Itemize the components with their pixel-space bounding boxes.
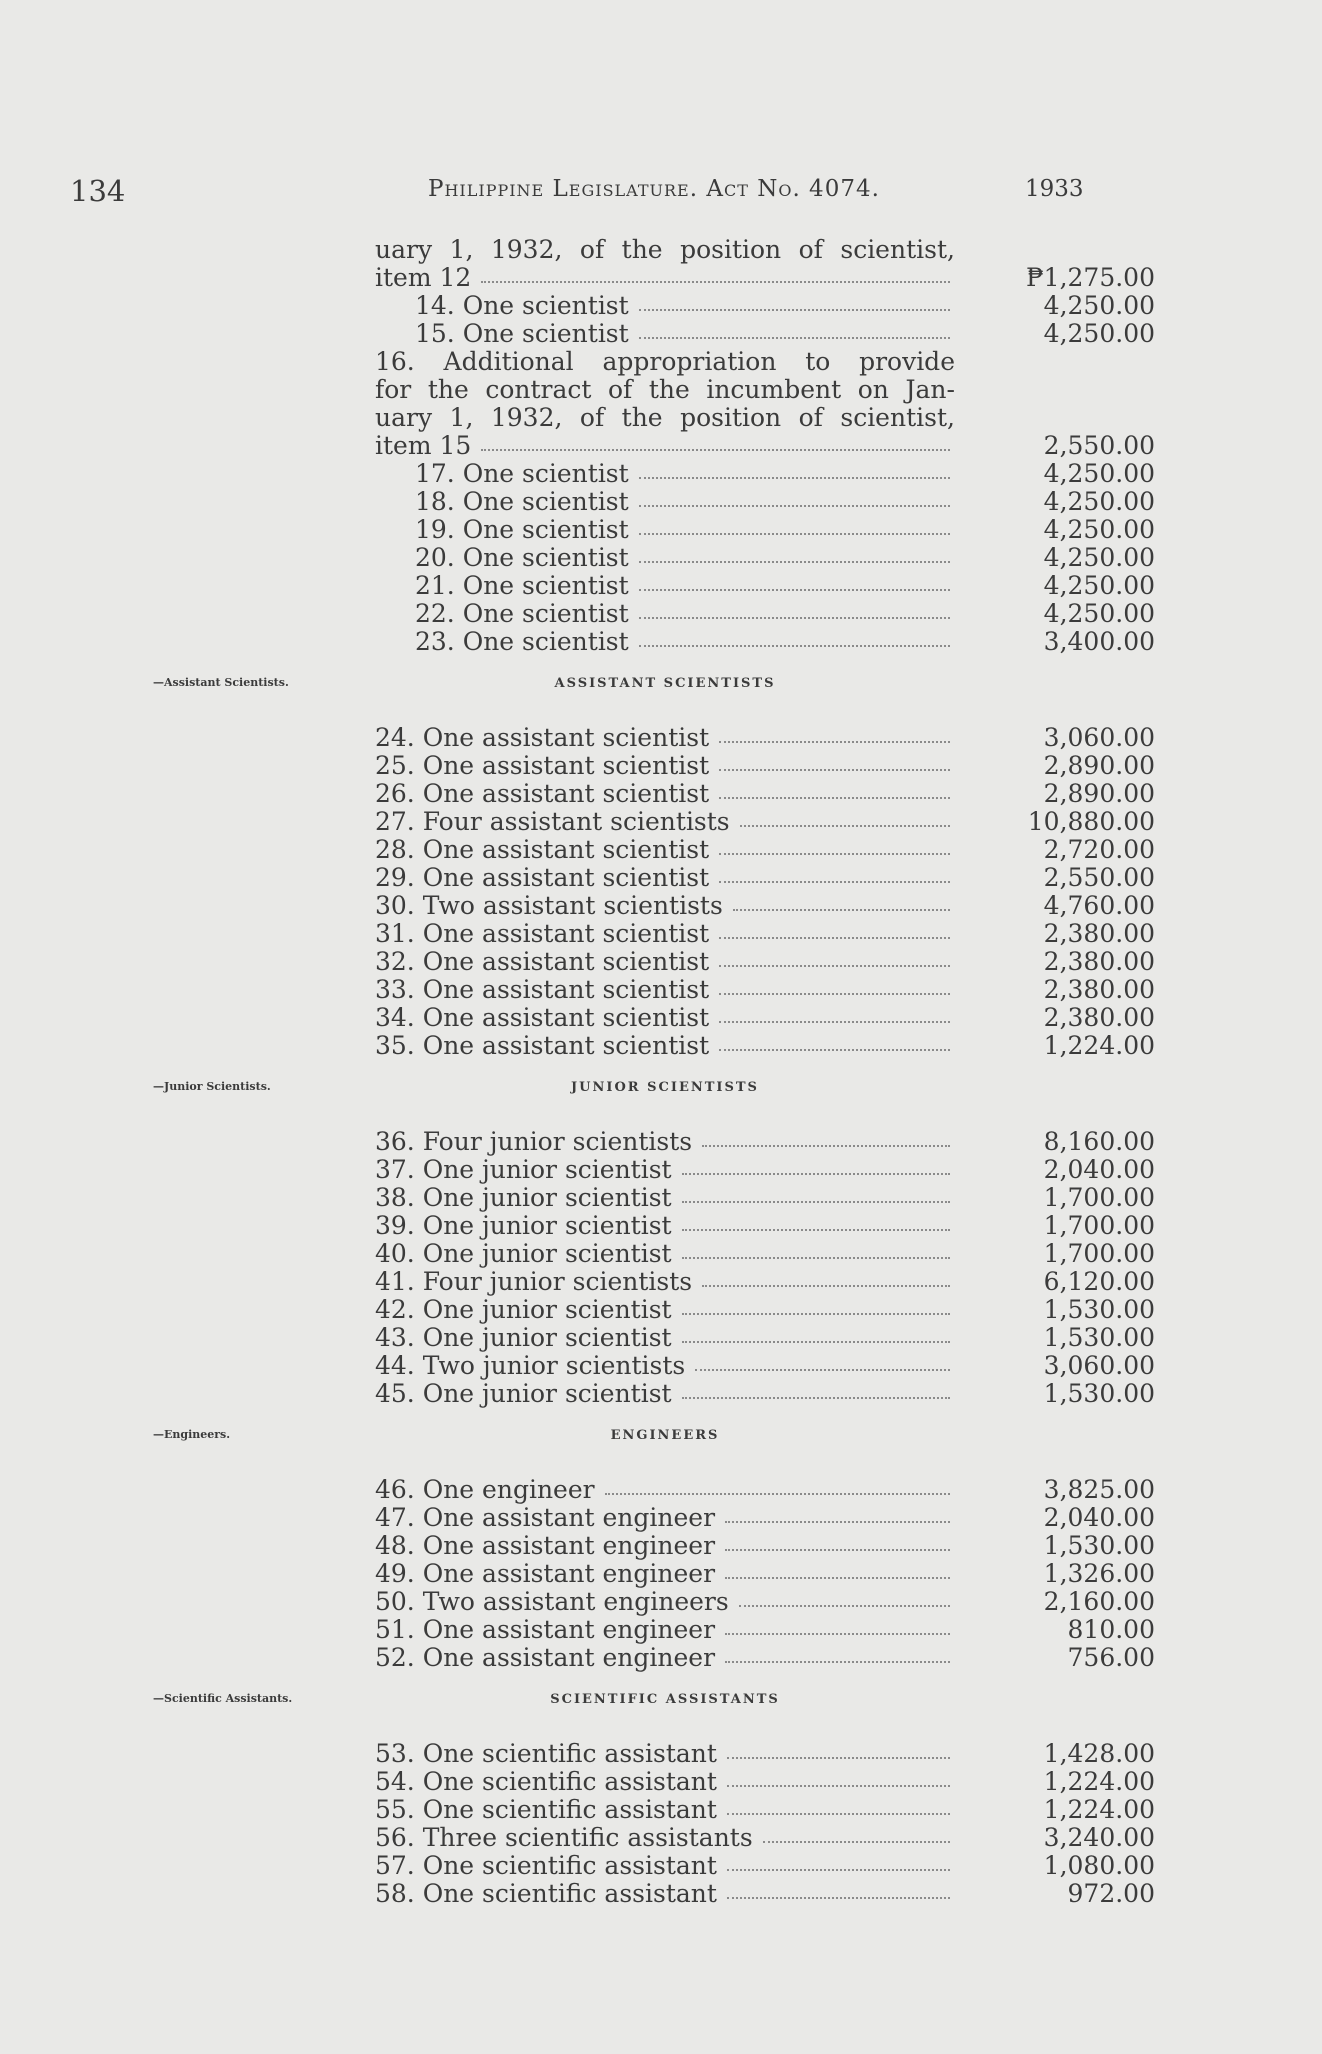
line-item-text: 41. Four junior scientists — [375, 1267, 693, 1296]
line-item-text: item 12 — [375, 263, 472, 292]
dot-leader — [719, 1049, 950, 1051]
dot-leader — [481, 281, 950, 283]
line-item-amount: 1,530.00 — [1043, 1531, 1155, 1560]
section-heading: SCIENTIFIC ASSISTANTS — [550, 1692, 780, 1707]
running-title: Philippine Legislature. Act No. 4074. — [428, 176, 880, 202]
dot-leader — [719, 853, 950, 855]
line-item — [375, 348, 1155, 376]
section-heading-row — [153, 1408, 1155, 1476]
line-item — [375, 1212, 1155, 1240]
dot-leader — [719, 881, 950, 883]
line-item-text: 44. Two junior scientists — [375, 1351, 686, 1380]
line-item-amount: 1,700.00 — [1043, 1183, 1155, 1212]
line-item-amount: 2,040.00 — [1043, 1503, 1155, 1532]
line-item-amount: 4,250.00 — [1043, 599, 1155, 628]
line-item-amount: 1,530.00 — [1043, 1379, 1155, 1408]
page-header — [70, 174, 1160, 214]
line-item-amount: 2,040.00 — [1043, 1155, 1155, 1184]
dot-leader — [725, 1577, 950, 1579]
line-item — [375, 460, 1155, 488]
line-item-amount: 10,880.00 — [1027, 807, 1155, 836]
line-item — [375, 1184, 1155, 1212]
word: 16. — [375, 347, 415, 376]
dot-leader — [682, 1397, 950, 1399]
line-item-text: 34. One assistant scientist — [375, 1003, 710, 1032]
word: contract — [485, 375, 592, 404]
word: provide — [859, 347, 955, 376]
dot-leader — [719, 965, 950, 967]
word: the — [621, 235, 663, 264]
word: for — [375, 375, 412, 404]
word: 1932, — [490, 403, 563, 432]
word: of — [579, 235, 605, 264]
word: uary — [375, 403, 433, 432]
line-item-amount: 4,250.00 — [1043, 487, 1155, 516]
line-item — [375, 1824, 1155, 1852]
section-heading: JUNIOR SCIENTISTS — [571, 1080, 759, 1095]
line-item — [375, 1796, 1155, 1824]
line-item — [375, 1156, 1155, 1184]
line-item — [375, 1476, 1155, 1504]
line-item — [375, 892, 1155, 920]
line-item — [375, 1880, 1155, 1908]
line-item-text: 27. Four assistant scientists — [375, 807, 730, 836]
line-item-amount: 810.00 — [1067, 1615, 1155, 1644]
line-item-amount: 3,400.00 — [1043, 627, 1155, 656]
line-item-text: 31. One assistant scientist — [375, 919, 710, 948]
line-item — [375, 1004, 1155, 1032]
dot-leader — [763, 1841, 950, 1843]
margin-sidenote: —Scientific Assistants. — [153, 1692, 293, 1705]
running-year: 1933 — [1025, 176, 1084, 202]
line-item — [375, 1852, 1155, 1880]
line-item-text — [375, 376, 955, 404]
line-item — [375, 1768, 1155, 1796]
word: 1, — [449, 403, 474, 432]
line-item — [375, 572, 1155, 600]
line-item — [375, 1588, 1155, 1616]
dot-leader — [481, 449, 950, 451]
dot-leader — [725, 1661, 950, 1663]
line-item-amount: 1,428.00 — [1043, 1739, 1155, 1768]
dot-leader — [639, 533, 950, 535]
line-item — [375, 1644, 1155, 1672]
dot-leader — [639, 505, 950, 507]
line-item — [375, 808, 1155, 836]
line-item-text: 43. One junior scientist — [375, 1323, 672, 1352]
section-heading: ENGINEERS — [610, 1428, 720, 1443]
line-item — [375, 1296, 1155, 1324]
dot-leader — [725, 1521, 950, 1523]
line-item-amount: 3,240.00 — [1043, 1823, 1155, 1852]
dot-leader — [719, 741, 950, 743]
line-item-amount: 2,380.00 — [1043, 975, 1155, 1004]
dot-leader — [605, 1493, 950, 1495]
line-item — [375, 320, 1155, 348]
dot-leader — [695, 1369, 950, 1371]
line-item-amount: 4,760.00 — [1043, 891, 1155, 920]
line-item — [375, 1032, 1155, 1060]
line-item-amount: 2,550.00 — [1043, 863, 1155, 892]
line-item-text: 24. One assistant scientist — [375, 723, 710, 752]
appropriation-list — [153, 235, 1155, 1908]
word: of — [798, 403, 823, 432]
word: the — [621, 403, 663, 432]
line-item-text: 29. One assistant scientist — [375, 863, 710, 892]
word: 1, — [449, 235, 474, 264]
line-item-text: 14. One scientist — [415, 291, 629, 320]
line-item-amount: 6,120.00 — [1043, 1267, 1155, 1296]
dot-leader — [639, 561, 950, 563]
line-item — [375, 1504, 1155, 1532]
line-item-amount: 3,060.00 — [1043, 723, 1155, 752]
line-item-text: 28. One assistant scientist — [375, 835, 710, 864]
line-item-text: 22. One scientist — [415, 599, 629, 628]
line-item — [375, 376, 1155, 404]
word: of — [579, 403, 605, 432]
line-item — [375, 976, 1155, 1004]
line-item-amount: 756.00 — [1067, 1643, 1155, 1672]
word: scientist, — [840, 235, 955, 264]
word: of — [607, 375, 633, 404]
dot-leader — [682, 1173, 950, 1175]
line-item-amount: 1,224.00 — [1043, 1031, 1155, 1060]
line-item-text: 54. One scientific assistant — [375, 1767, 717, 1796]
dot-leader — [682, 1201, 950, 1203]
line-item — [375, 1324, 1155, 1352]
line-item-amount: 1,080.00 — [1043, 1851, 1155, 1880]
margin-sidenote: —Junior Scientists. — [153, 1080, 271, 1093]
line-item — [375, 1268, 1155, 1296]
line-item-text: 49. One assistant engineer — [375, 1559, 716, 1588]
margin-sidenote: —Engineers. — [153, 1428, 231, 1441]
line-item-amount: 1,224.00 — [1043, 1795, 1155, 1824]
line-item — [375, 544, 1155, 572]
dot-leader — [682, 1229, 950, 1231]
word: position — [680, 403, 782, 432]
line-item-text: 50. Two assistant engineers — [375, 1587, 729, 1616]
word: Additional — [443, 347, 574, 376]
line-item-text: 46. One engineer — [375, 1475, 595, 1504]
word: the — [648, 375, 690, 404]
dot-leader — [739, 1605, 950, 1607]
dot-leader — [727, 1869, 950, 1871]
line-item — [375, 780, 1155, 808]
line-item — [375, 628, 1155, 656]
dot-leader — [719, 937, 950, 939]
dot-leader — [682, 1313, 950, 1315]
line-item-amount: 4,250.00 — [1043, 543, 1155, 572]
word: uary — [375, 235, 433, 264]
line-item-amount: 972.00 — [1067, 1879, 1155, 1908]
page-number: 134 — [70, 174, 126, 208]
line-item-text: 21. One scientist — [415, 571, 629, 600]
line-item — [375, 600, 1155, 628]
line-item-amount: 3,825.00 — [1043, 1475, 1155, 1504]
line-item-text: 53. One scientific assistant — [375, 1739, 717, 1768]
line-item-text: 48. One assistant engineer — [375, 1531, 716, 1560]
line-item-text: 30. Two assistant scientists — [375, 891, 723, 920]
line-item-amount: 2,380.00 — [1043, 1003, 1155, 1032]
line-item-text: 35. One assistant scientist — [375, 1031, 710, 1060]
line-item-amount: 4,250.00 — [1043, 571, 1155, 600]
line-item-text: 47. One assistant engineer — [375, 1503, 716, 1532]
dot-leader — [682, 1257, 950, 1259]
line-item — [375, 920, 1155, 948]
line-item-amount: 2,720.00 — [1043, 835, 1155, 864]
line-item — [375, 1240, 1155, 1268]
dot-leader — [733, 909, 950, 911]
line-item-text: 38. One junior scientist — [375, 1183, 672, 1212]
line-item-amount: 4,250.00 — [1043, 515, 1155, 544]
line-item — [375, 1380, 1155, 1408]
line-item-text: 39. One junior scientist — [375, 1211, 672, 1240]
word: Jan- — [905, 375, 955, 404]
dot-leader — [740, 825, 950, 827]
line-item — [375, 236, 1155, 264]
line-item-text: 18. One scientist — [415, 487, 629, 516]
line-item-amount: 2,380.00 — [1043, 919, 1155, 948]
dot-leader — [727, 1785, 950, 1787]
line-item-amount: 4,250.00 — [1043, 291, 1155, 320]
line-item — [375, 432, 1155, 460]
section-heading-row — [153, 1672, 1155, 1740]
line-item — [375, 488, 1155, 516]
dot-leader — [639, 645, 950, 647]
line-item-text: 23. One scientist — [415, 627, 629, 656]
line-item-amount: 3,060.00 — [1043, 1351, 1155, 1380]
dot-leader — [719, 1021, 950, 1023]
line-item — [375, 1560, 1155, 1588]
line-item-text: 45. One junior scientist — [375, 1379, 672, 1408]
section-heading-row — [153, 1060, 1155, 1128]
section-heading: ASSISTANT SCIENTISTS — [554, 676, 776, 691]
line-item-text: 15. One scientist — [415, 319, 629, 348]
dot-leader — [727, 1897, 950, 1899]
line-item-amount: 1,530.00 — [1043, 1323, 1155, 1352]
word: incumbent — [706, 375, 842, 404]
line-item-text: 56. Three scientific assistants — [375, 1823, 753, 1852]
line-item-text: 26. One assistant scientist — [375, 779, 710, 808]
line-item-amount: 2,160.00 — [1043, 1587, 1155, 1616]
line-item-amount: 1,530.00 — [1043, 1295, 1155, 1324]
line-item-amount: 4,250.00 — [1043, 319, 1155, 348]
line-item — [375, 292, 1155, 320]
dot-leader — [719, 769, 950, 771]
line-item-amount: ₱1,275.00 — [1026, 263, 1155, 292]
dot-leader — [725, 1633, 950, 1635]
word: scientist, — [840, 403, 955, 432]
line-item — [375, 1352, 1155, 1380]
line-item-text — [375, 236, 955, 264]
line-item-text: 20. One scientist — [415, 543, 629, 572]
dot-leader — [727, 1813, 950, 1815]
line-item-text — [375, 348, 955, 376]
dot-leader — [639, 337, 950, 339]
word: appropriation — [602, 347, 777, 376]
dot-leader — [639, 309, 950, 311]
word: the — [427, 375, 469, 404]
line-item-text: 36. Four junior scientists — [375, 1127, 693, 1156]
line-item — [375, 1128, 1155, 1156]
line-item-text: 37. One junior scientist — [375, 1155, 672, 1184]
word: position — [680, 235, 782, 264]
line-item-text: 57. One scientific assistant — [375, 1851, 717, 1880]
word: of — [798, 235, 823, 264]
word: on — [857, 375, 889, 404]
line-item — [375, 516, 1155, 544]
line-item-text: 25. One assistant scientist — [375, 751, 710, 780]
line-item — [375, 948, 1155, 976]
line-item-text: 55. One scientific assistant — [375, 1795, 717, 1824]
word: to — [805, 347, 831, 376]
dot-leader — [639, 477, 950, 479]
dot-leader — [702, 1285, 950, 1287]
dot-leader — [719, 797, 950, 799]
line-item-text: 19. One scientist — [415, 515, 629, 544]
line-item-amount: 1,700.00 — [1043, 1211, 1155, 1240]
margin-sidenote: —Assistant Scientists. — [153, 676, 289, 689]
line-item — [375, 404, 1155, 432]
section-heading-row — [153, 656, 1155, 724]
dot-leader — [725, 1549, 950, 1551]
line-item-text: 42. One junior scientist — [375, 1295, 672, 1324]
line-item — [375, 864, 1155, 892]
line-item-amount: 1,224.00 — [1043, 1767, 1155, 1796]
dot-leader — [727, 1757, 950, 1759]
line-item-amount: 8,160.00 — [1043, 1127, 1155, 1156]
line-item — [375, 1532, 1155, 1560]
line-item-amount: 2,890.00 — [1043, 779, 1155, 808]
line-item-text: 33. One assistant scientist — [375, 975, 710, 1004]
line-item-text — [375, 404, 955, 432]
line-item — [375, 752, 1155, 780]
line-item — [375, 1740, 1155, 1768]
dot-leader — [639, 589, 950, 591]
line-item-amount: 2,890.00 — [1043, 751, 1155, 780]
word: 1932, — [490, 235, 563, 264]
line-item-text: 17. One scientist — [415, 459, 629, 488]
dot-leader — [682, 1341, 950, 1343]
line-item-amount: 2,380.00 — [1043, 947, 1155, 976]
line-item-amount: 2,550.00 — [1043, 431, 1155, 460]
line-item-text: 52. One assistant engineer — [375, 1643, 716, 1672]
dot-leader — [719, 993, 950, 995]
line-item-amount: 1,700.00 — [1043, 1239, 1155, 1268]
line-item-text: 32. One assistant scientist — [375, 947, 710, 976]
line-item — [375, 264, 1155, 292]
line-item-text: 40. One junior scientist — [375, 1239, 672, 1268]
line-item-text: 58. One scientific assistant — [375, 1879, 717, 1908]
line-item-amount: 1,326.00 — [1043, 1559, 1155, 1588]
line-item — [375, 836, 1155, 864]
line-item-amount: 4,250.00 — [1043, 459, 1155, 488]
line-item-text: 51. One assistant engineer — [375, 1615, 716, 1644]
line-item — [375, 724, 1155, 752]
dot-leader — [702, 1145, 950, 1147]
dot-leader — [639, 617, 950, 619]
line-item — [375, 1616, 1155, 1644]
line-item-text: item 15 — [375, 431, 472, 460]
